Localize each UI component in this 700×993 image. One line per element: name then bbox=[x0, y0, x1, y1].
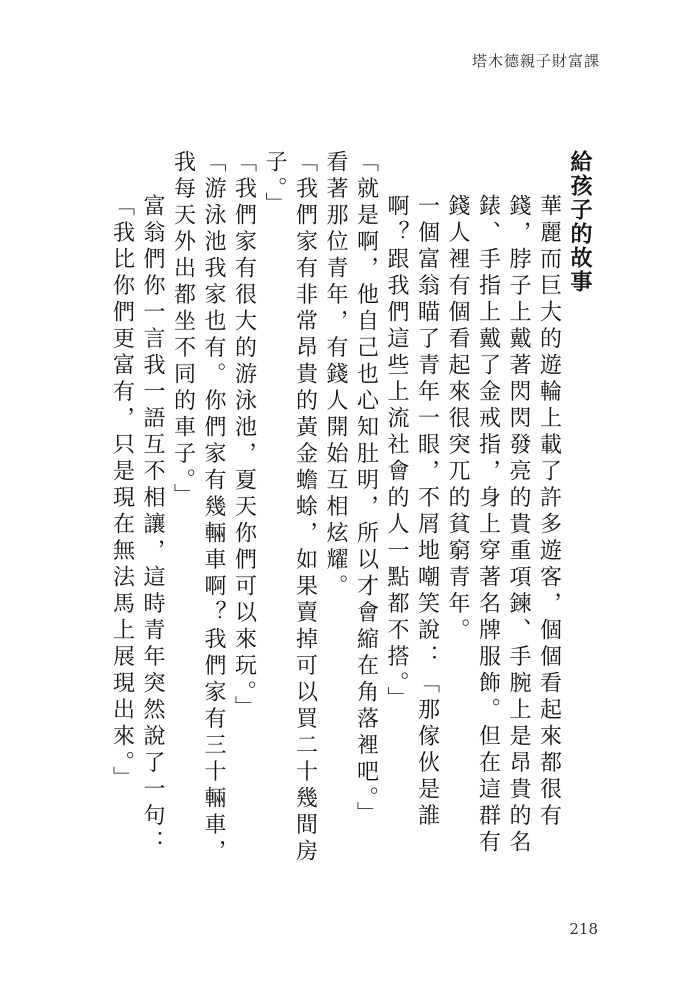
paragraph: 富翁們你一言我一語互不相讓，這時青年突然說了一句：「我比你們更富有，只是現在無法馬上展現出來。」 bbox=[109, 194, 165, 857]
paragraph: 華麗而巨大的遊輪上載了許多遊客，個個看起來都很有錢，脖子上戴著閃閃發亮的貴重項鍊、手腕上是昂貴的名錶、手指上戴了金戒指，身上穿著名牌服飾。但在這群有錢人裡有個看起來很突兀的貧窮青年。 bbox=[445, 194, 562, 857]
paragraph: 一個富翁瞄了青年一眼，不屑地嘲笑說：「那傢伙是誰啊？跟我們這些上流社會的人一點都不搭。」 bbox=[384, 194, 440, 830]
paragraph: 「游泳池我家也有。你們家有幾輛車啊？我們家有三十輛車，我每天外出都坐不同的車子。」 bbox=[170, 150, 226, 866]
paragraph: 「我們家有很大的游泳池，夏天你們可以來玩。」 bbox=[231, 150, 257, 722]
article-title: 給孩子的故事 bbox=[567, 150, 592, 294]
paragraph: 「我們家有非常昂貴的黃金蟾蜍，如果賣掉可以買二十幾間房子。」 bbox=[262, 150, 318, 866]
running-header: 塔木德親子財富課 bbox=[471, 52, 600, 70]
paragraph: 看著那位青年，有錢人開始互相炫耀。 bbox=[323, 150, 348, 601]
article-body bbox=[109, 150, 594, 870]
page-number: 218 bbox=[569, 920, 598, 938]
paragraph: 「就是啊，他自己也心知肚明，所以才會縮在角落裡吧。」 bbox=[353, 150, 379, 828]
